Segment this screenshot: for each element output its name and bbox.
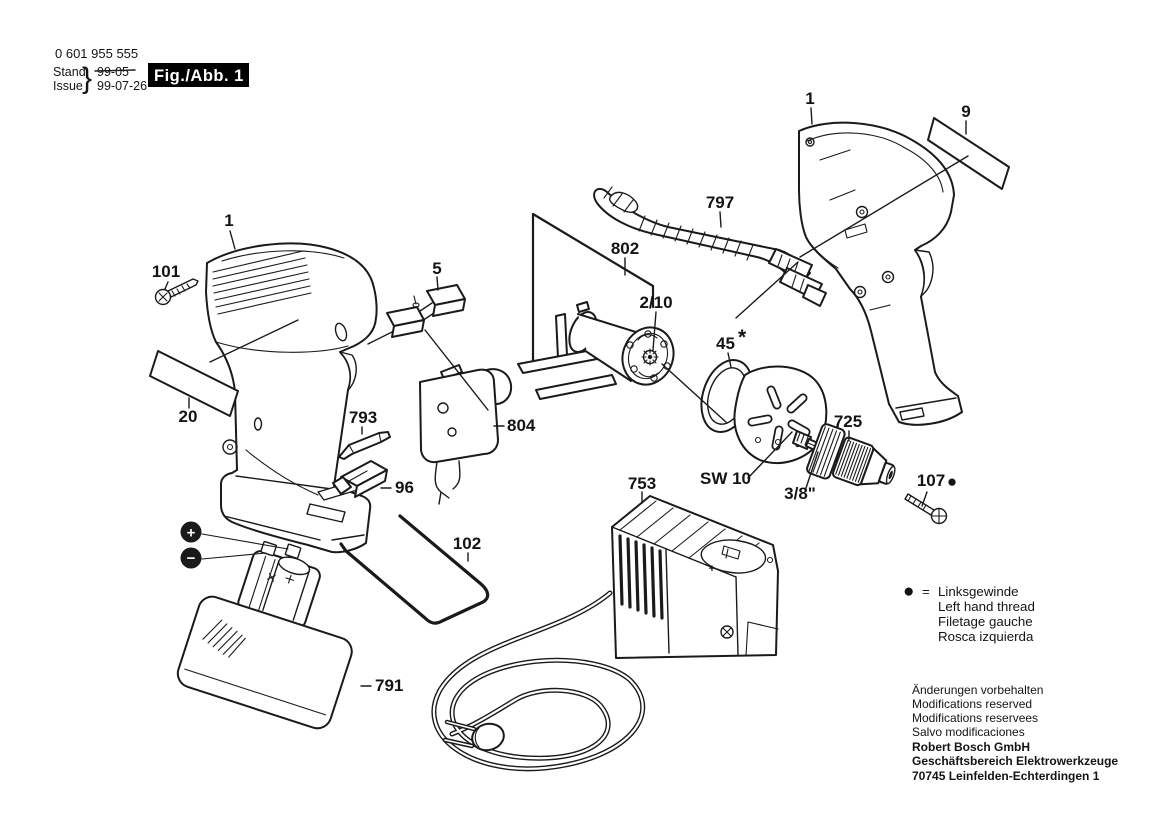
svg-text:−: − [186,550,196,567]
footer-note-en: Modifications reserved [912,697,1033,711]
part-number: 0 601 955 555 [55,46,139,61]
callout-switch-804: 804 [507,416,536,435]
legend-equals: = [922,584,930,599]
callout-screw-107: 107 [916,471,946,490]
callout-clutch-45: 45 [716,334,735,353]
legend-line-es: Rosca izquierda [938,629,1034,644]
switch-contacts [435,461,460,504]
left-thread-legend [903,581,1035,644]
stand-value: 99-05 [97,65,129,79]
callout-clip-5: 5 [432,259,442,278]
screwdriver-bit-793 [339,432,390,459]
clutch-star-mark: * [738,326,747,349]
callout-housing-right: 1 [805,89,815,108]
callout-battery-791: 791 [375,676,404,695]
callout-chuck-725: 725 [833,412,863,431]
legend-dot-icon: ● [903,581,915,602]
issue-value: 99-07-26 [97,79,148,93]
charger-polarity-mark: + [708,563,716,575]
callout-housing-left: 1 [224,211,234,230]
issue-label: Issue [53,79,83,93]
stand-label: Stand [53,65,86,79]
minus-icon [181,548,202,569]
figure-label: Fig./Abb. 1 [154,67,244,85]
company-division: Geschäftsbereich Elektrowerkzeuge [912,754,1119,768]
right-housing [799,123,962,425]
callout-clip-96: 96 [395,478,414,497]
battery-pack-791 [174,524,378,732]
company-name: Robert Bosch GmbH [912,740,1031,754]
contact-clip-5 [387,285,465,337]
footer-note-es: Salvo modificaciones [912,725,1025,739]
callout-label-20: 20 [178,407,198,426]
legend-line-fr: Filetage gauche [938,614,1033,629]
callout-screw-101: 101 [151,262,181,281]
motor-2-10 [564,302,681,392]
callout-motor-2-10: 2/10 [639,293,673,312]
left-thread-dot-107: ● [946,472,958,491]
callout-wire-102: 102 [452,534,482,553]
callout-strap-797: 797 [705,193,735,212]
strikethrough-line [95,70,135,71]
legend-line-en: Left hand thread [938,599,1035,614]
brace-glyph: } [82,62,93,95]
company-address: 70745 Leinfelden-Echterdingen 1 [912,769,1100,783]
screw-107 [905,494,947,524]
callout-bit-793: 793 [348,408,378,427]
callout-label-9: 9 [961,102,971,121]
screw-101 [156,279,199,305]
legend-line-de: Linksgewinde [938,584,1019,599]
base-clip-96 [333,461,387,497]
footer-block [912,683,1118,783]
charger-753 [612,496,778,658]
callout-sw10: SW 10 [700,469,752,488]
callout-thread-3-8: 3/8" [784,484,816,503]
title-block [53,46,249,95]
callout-charger-753: 753 [627,474,657,493]
footer-note-fr: Modifications reservees [912,711,1039,725]
chuck-725 [806,423,903,501]
footer-note-de: Änderungen vorbehalten [912,683,1044,697]
plus-icon [181,522,202,543]
svg-text:+: + [186,524,196,542]
switch-804 [420,365,511,504]
callout-shield-802: 802 [610,239,640,258]
